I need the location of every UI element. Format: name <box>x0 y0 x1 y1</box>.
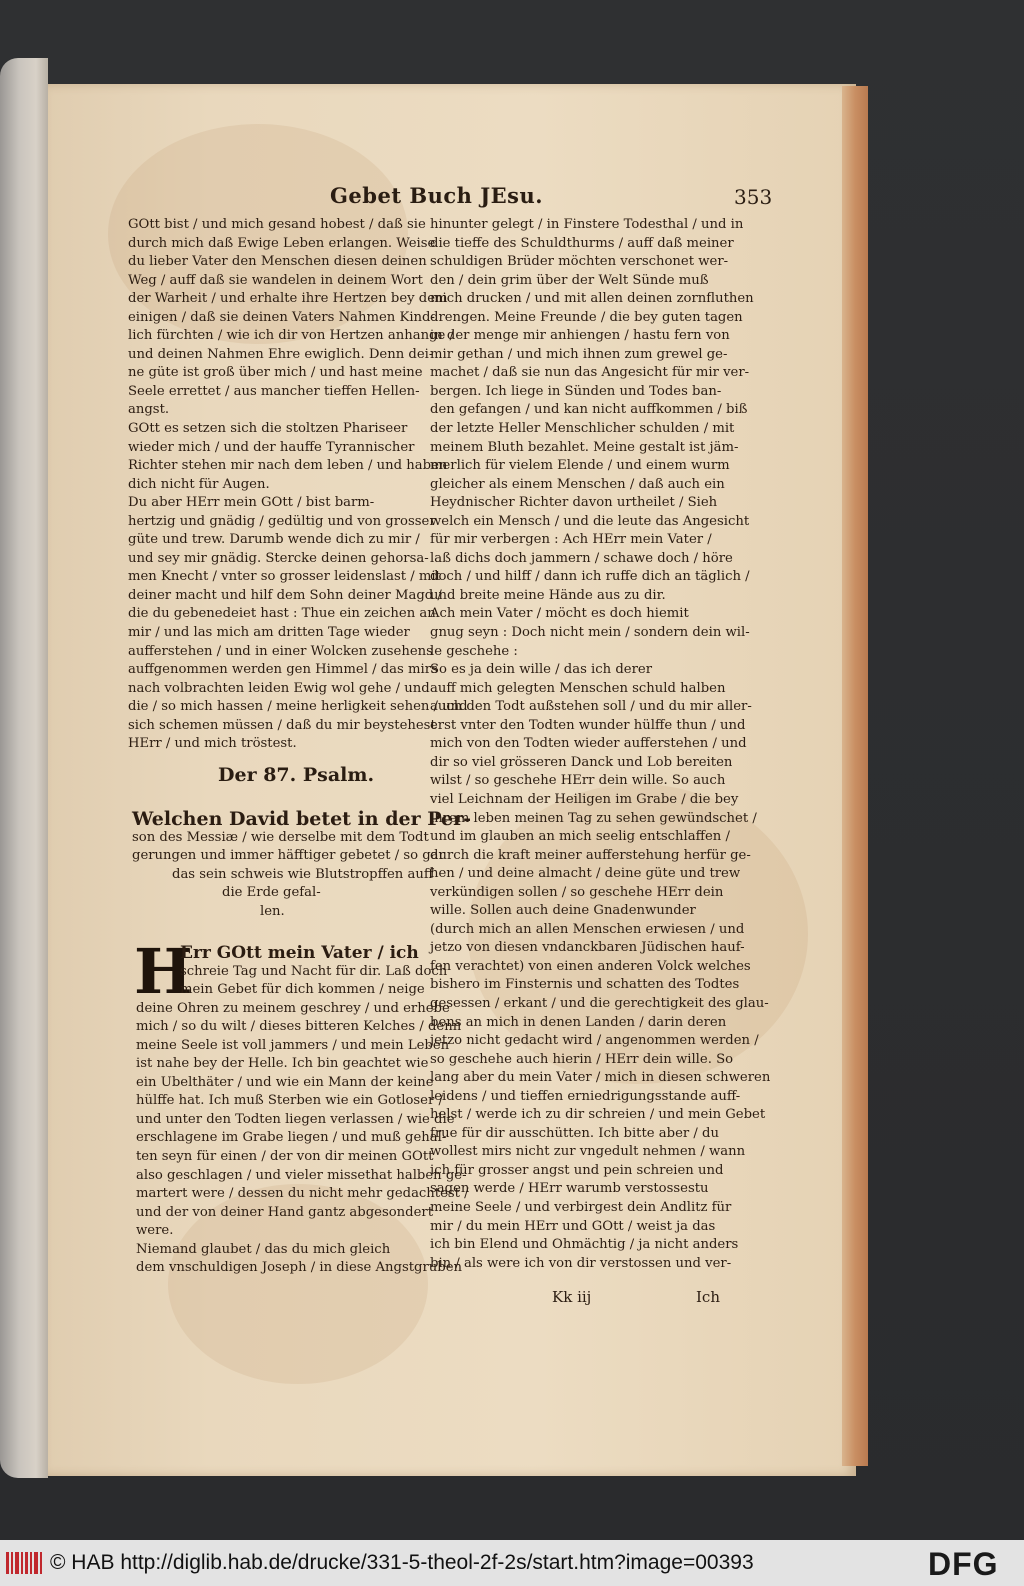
text-line: hertzig und gnädig / gedültig und von grosser <box>128 513 436 529</box>
psalm-subtitle <box>132 808 471 921</box>
text-line: und der von deiner Hand gantz abgesondert <box>136 1204 434 1220</box>
text-line: durch mich daß Ewige Leben erlangen. Weise <box>128 235 436 251</box>
text-line: lich fürchten / wie ich dir von Hertzen anhange / <box>128 328 454 344</box>
text-line: Err GOtt mein Vater / ich <box>180 943 419 963</box>
text-line: jetzo von diesen vndanckbaren Jüdischen hauf- <box>430 940 745 956</box>
text-line: durch die kraft meiner aufferstehung herfür ge- <box>430 847 751 863</box>
text-line: doch / und hilff / dann ich ruffe dich an täglich / <box>430 569 750 585</box>
psalm-subtitle-line: son des Messiæ / wie derselbe mit dem Todt <box>132 829 429 845</box>
text-line: ne güte ist groß über mich / und hast meine <box>128 365 423 381</box>
text-line: Heydnischer Richter davon urtheilet / Sieh <box>430 495 718 511</box>
text-line: deiner macht und hilf dem Sohn deiner Magd / <box>128 587 442 603</box>
catchword: Ich <box>696 1288 720 1306</box>
text-line: welch ein Mensch / und die leute das Angesicht <box>430 513 750 529</box>
text-line: verkündigen sollen / so geschehe HErr dein <box>430 884 724 900</box>
text-line: ist nahe bey der Helle. Ich bin geachtet wie <box>136 1056 429 1072</box>
psalm-subtitle-line: gerungen und immer häfftiger gebetet / so gar <box>132 848 445 863</box>
text-line: wollest mirs nicht zur vngedult nehmen / wann <box>430 1144 746 1160</box>
text-line: den / dein grim über der Welt Sünde muß <box>430 272 709 288</box>
text-line: meinem Bluth bezahlet. Meine gestalt ist jäm- <box>430 439 739 455</box>
text-line: helst / werde ich zu dir schreien / und mein Gebet <box>430 1107 766 1123</box>
text-line: hen / und deine almacht / deine güte und trew <box>430 866 741 882</box>
text-line: also geschlagen / und vieler missethat halben ge- <box>136 1167 467 1183</box>
text-line: und breite meine Hände aus zu dir. <box>430 587 666 603</box>
text-line: gleicher als einem Menschen / daß auch ein <box>430 476 725 492</box>
text-line: ihrem leben meinen Tag zu sehen gewündschet / <box>430 810 757 826</box>
text-line: die / so mich hassen / meine herligkeit sehen / und <box>128 699 468 715</box>
text-line: der letzte Heller Menschlicher schulden / mit <box>430 421 735 437</box>
text-line: (durch mich an allen Menschen erwiesen / und <box>430 921 745 937</box>
running-head: Gebet Buch JEsu. <box>330 183 544 208</box>
text-line: bishero im Finsternis und schatten des Todtes <box>430 977 740 993</box>
text-line: mich drucken / und mit allen deinen zornfluthen <box>430 291 754 307</box>
text-line: einigen / daß sie deinen Vaters Nahmen Kind- <box>128 309 435 325</box>
text-line: mir / und las mich am dritten Tage wieder <box>128 625 410 641</box>
text-line: Niemand glaubet / das du mich gleich <box>136 1241 391 1257</box>
text-line: Du aber HErr mein GOtt / bist barm- <box>128 495 375 511</box>
text-line: und sey mir gnädig. Stercke deinen gehorsa- <box>128 550 429 566</box>
text-line: schreie Tag und Nacht für dir. Laß doch <box>180 963 448 979</box>
text-line: die du gebenedeiet hast : Thue ein zeichen an <box>128 606 436 622</box>
text-line: were. <box>136 1223 174 1239</box>
dfg-logo: DFG <box>928 1546 999 1582</box>
text-line: deine Ohren zu meinem geschrey / und erhebe <box>136 1000 450 1016</box>
text-line: auffgenommen werden gen Himmel / das mirs <box>128 662 438 678</box>
text-line: mich von den Todten wieder aufferstehen / und <box>430 736 747 752</box>
text-line: bergen. Ich liege in Sünden und Todes ban- <box>430 383 722 399</box>
text-line: so geschehe auch hierin / HErr dein wille. So <box>430 1051 734 1067</box>
text-line: erst vnter den Todten wunder hülffe thun / und <box>430 717 746 733</box>
text-line: laß dichs doch jammern / schawe doch / höre <box>430 550 733 566</box>
text-line: und unter den Todten liegen verlassen / wie die <box>136 1111 455 1127</box>
drop-cap: H <box>134 935 193 1008</box>
psalm-text <box>134 935 469 1278</box>
footer-url[interactable]: © HAB http://diglib.hab.de/drucke/331-5-theol-2f-2s/start.htm?image=00393 <box>50 1551 754 1574</box>
text-line: bens an mich in denen Landen / darin deren <box>430 1014 727 1030</box>
page-edge <box>842 86 868 1466</box>
psalm-subtitle-line: das sein schweis wie Blutstropffen auff <box>172 866 434 882</box>
text-line: sagen werde / HErr warumb verstossestu <box>430 1181 709 1197</box>
text-line: jetzo nicht gedacht wird / angenommen werden / <box>430 1033 759 1049</box>
text-line: gnug seyn : Doch nicht mein / sondern dein wil- <box>430 625 750 641</box>
psalm-subtitle-first-line: Welchen David betet in der Per- <box>132 808 471 830</box>
text-line: GOtt es setzen sich die stoltzen Phariseer <box>128 421 408 437</box>
text-line: auff mich gelegten Menschen schuld halben <box>430 680 726 696</box>
text-line: fen verachtet) von einen anderen Volck welches <box>430 958 751 974</box>
text-line: HErr / und mich tröstest. <box>128 736 297 752</box>
text-line: merlich für vielem Elende / und einem wurm <box>430 458 730 474</box>
text-line: mir / du mein HErr und GOtt / weist ja das <box>430 1218 716 1234</box>
text-line: ich für grosser angst und pein schreien und <box>430 1162 724 1178</box>
psalm-subtitle-line: len. <box>260 903 285 919</box>
signature-mark: Kk iij <box>552 1288 592 1306</box>
text-line: hülffe hat. Ich muß Sterben wie ein Gotloser / <box>136 1093 443 1109</box>
right-column <box>430 216 771 1273</box>
text-line: hinunter gelegt / in Finstere Todesthal / und in <box>430 217 744 232</box>
text-line: mir gethan / und mich ihnen zum grewel ge- <box>430 346 728 362</box>
text-line: leidens / und tieffen erniedrigungsstande auff- <box>430 1088 741 1104</box>
text-line: meine Seele / und verbirgest dein Andlitz für <box>430 1199 732 1215</box>
text-line: wilst / so geschehe HErr dein wille. So auch <box>430 773 726 789</box>
text-line: Seele errettet / aus mancher tieffen Hellen- <box>128 383 420 399</box>
text-line: sich schemen müssen / daß du mir beystehest <box>128 717 436 733</box>
text-line: Richter stehen mir nach dem leben / und haben <box>128 458 448 474</box>
barcode-icon <box>4 1549 44 1577</box>
text-line: angst. <box>128 402 170 418</box>
text-line: mich / so du wilt / dieses bitteren Kelches / denn <box>136 1019 462 1035</box>
text-line: ich bin Elend und Ohmächtig / ja nicht anders <box>430 1237 739 1253</box>
text-line: auch den Todt außstehen soll / und du mir aller- <box>430 699 752 715</box>
text-line: nach volbrachten leiden Ewig wol gehe / und <box>128 680 430 696</box>
text-line: den gefangen / und kan nicht auffkommen / biß <box>430 402 748 418</box>
left-column <box>128 216 468 754</box>
text-line: für mir verbergen : Ach HErr mein Vater / <box>430 532 712 548</box>
text-line: ein Ubelthäter / und wie ein Mann der keine <box>136 1074 434 1090</box>
facing-page-edge <box>0 58 48 1478</box>
text-line: und deinen Nahmen Ehre ewiglich. Denn dei- <box>128 346 434 362</box>
text-line: drengen. Meine Freunde / die bey guten tagen <box>430 309 743 325</box>
text-line: mein Gebet für dich kommen / neige <box>180 982 425 998</box>
text-line: wille. Sollen auch deine Gnadenwunder <box>430 903 696 919</box>
text-line: ten seyn für einen / der von dir meinen GOtt <box>136 1149 434 1165</box>
text-line: dich nicht für Augen. <box>128 476 270 492</box>
text-line: men Knecht / vnter so grosser leidenslast / mit <box>128 569 441 585</box>
text-line: So es ja dein wille / das ich derer <box>430 662 653 678</box>
text-line: Ach mein Vater / möcht es doch hiemit <box>430 606 689 622</box>
text-line: aufferstehen / und in einer Wolcken zusehens <box>128 643 433 659</box>
text-line: schuldigen Brüder möchten verschonet wer- <box>430 254 729 270</box>
text-line: die tieffe des Schuldthurms / auff daß meiner <box>430 235 734 251</box>
text-line: martert were / dessen du nicht mehr gedachtest / <box>136 1186 469 1202</box>
text-line: machet / daß sie nun das Angesicht für mir ver- <box>430 365 750 381</box>
text-line: bin / als were ich von dir verstossen und ver- <box>430 1255 732 1271</box>
text-line: und im glauben an mich seelig entschlaffen / <box>430 829 730 845</box>
text-line: wieder mich / und der hauffe Tyrannischer <box>128 439 415 455</box>
text-line: meine Seele ist voll jammers / und mein Leben <box>136 1037 450 1053</box>
text-line: viel Leichnam der Heiligen im Grabe / die bey <box>430 791 739 807</box>
text-line: gesessen / erkant / und die gerechtigkeit des glau- <box>430 995 769 1011</box>
text-line: GOtt bist / und mich gesand hobest / daß sie <box>128 217 426 232</box>
text-line: le geschehe : <box>430 643 518 659</box>
text-line: erschlagene im Grabe liegen / und muß gehal- <box>136 1130 447 1146</box>
text-line: dir so viel grösseren Danck und Lob bereiten <box>430 754 733 770</box>
psalm-heading: Der 87. Psalm. <box>218 764 375 786</box>
text-line: in der menge mir anhiengen / hastu fern von <box>430 328 730 344</box>
text-line: frue für dir ausschütten. Ich bitte aber / du <box>430 1125 719 1141</box>
text-line: dem vnschuldigen Joseph / in diese Angstgruben <box>136 1260 463 1276</box>
text-line: Weg / auff daß sie wandelen in deinem Wort <box>128 272 423 288</box>
folio-number: 353 <box>734 185 773 209</box>
psalm-subtitle-line: die Erde gefal- <box>222 885 321 900</box>
text-line: der Warheit / und erhalte ihre Hertzen bey dem <box>128 291 448 307</box>
text-line: lang aber du mein Vater / mich in diesen schweren <box>430 1070 771 1086</box>
text-line: du lieber Vater den Menschen diesen deinen <box>128 254 427 270</box>
text-line: güte und trew. Darumb wende dich zu mir / <box>128 532 420 548</box>
